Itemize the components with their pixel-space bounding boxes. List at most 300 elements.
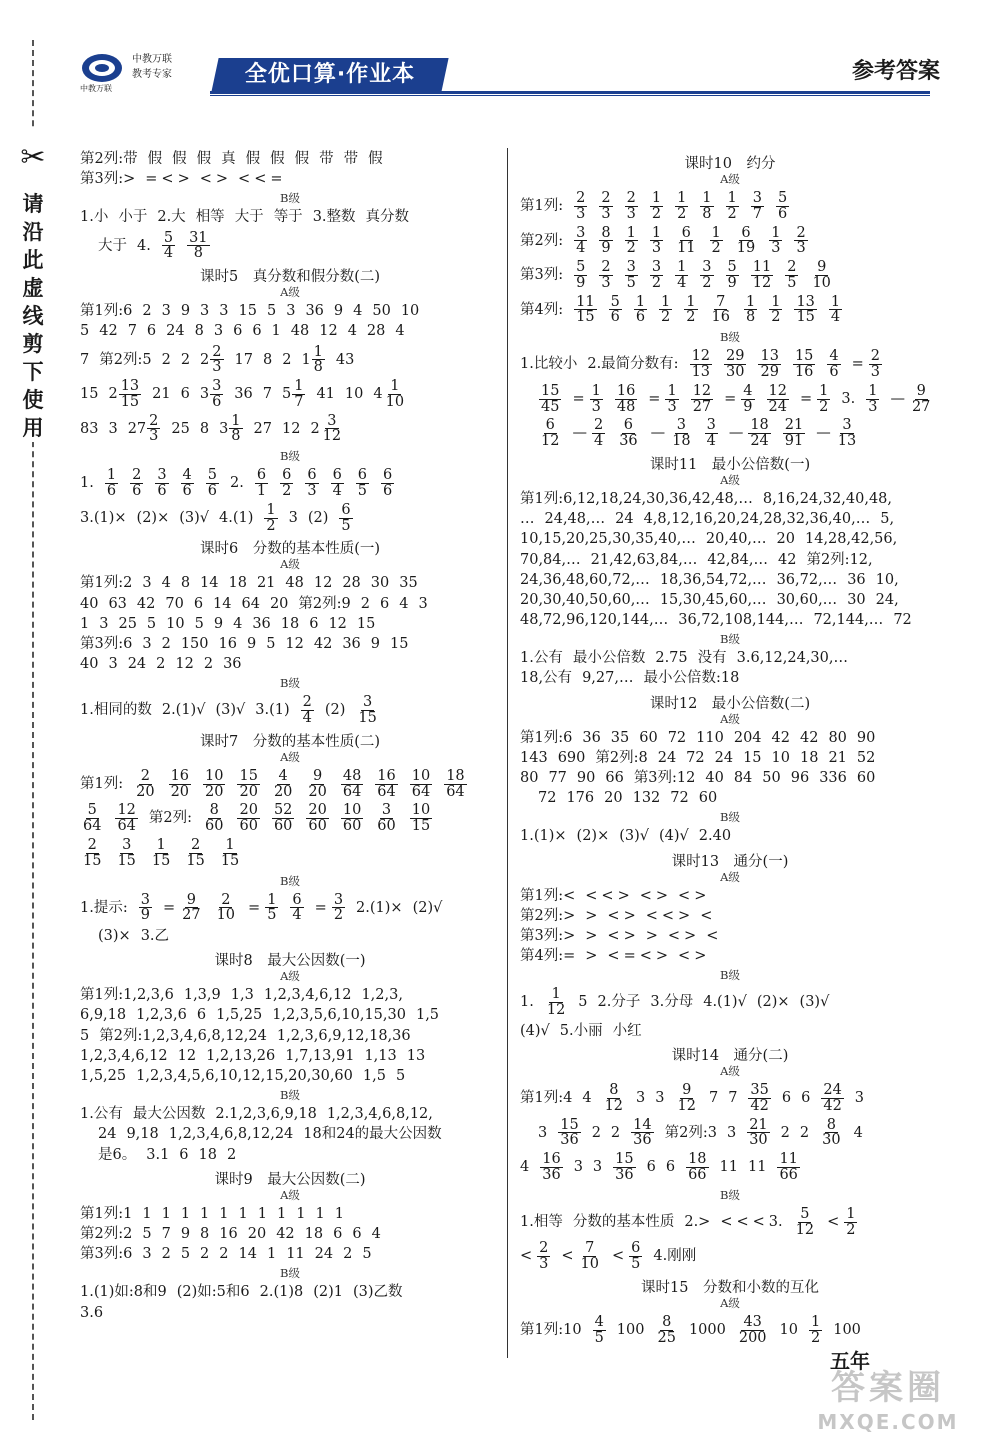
answer-text: 带 [343, 151, 359, 167]
fraction [608, 295, 623, 326]
fraction [740, 384, 755, 415]
denominator: 9 [576, 274, 586, 291]
answer-text: 1.比较小 [520, 356, 578, 373]
answer-text: 2 [780, 1124, 790, 1141]
fraction-answer [750, 260, 774, 291]
answer-text: < [607, 948, 620, 965]
fraction-answer [236, 803, 260, 834]
fraction [209, 379, 224, 410]
numerator: 15 [615, 1151, 634, 1168]
answer-text: 21,42,63,84,… [590, 551, 698, 568]
scissors-icon: ✂ [18, 128, 48, 188]
answer-text: < [827, 1213, 840, 1230]
answer-text: 2 [226, 1146, 237, 1163]
level-label: A级 [280, 749, 300, 764]
answer-text: 2.(1)√ [161, 702, 206, 719]
answer-text: 42 [99, 323, 118, 340]
left-column [80, 148, 500, 1324]
answer-text: 36 [234, 386, 253, 403]
numerator: 24 [823, 1082, 842, 1099]
answer-text: 第3列:> [520, 927, 576, 944]
fraction [746, 1118, 770, 1149]
answer-text: 42 [771, 729, 790, 746]
numerator: 6 [292, 891, 302, 908]
answer-text: 没有 [697, 650, 727, 667]
numerator: 1 [106, 467, 117, 484]
fraction-answer [674, 191, 689, 222]
answer-text: 第1列: [80, 775, 124, 792]
answer-text: 3. [841, 390, 856, 407]
fraction-answer [909, 384, 933, 415]
fraction-answer [793, 295, 817, 326]
answer-text: 10 [344, 386, 364, 403]
answer-text: 3.(1) [255, 702, 290, 719]
fraction-answer [573, 295, 597, 326]
fraction-answer [828, 295, 843, 326]
fraction-answer [168, 769, 192, 800]
lesson-heading: 课时5 真分数和假分数(二) [199, 269, 381, 286]
answer-text: 72 [538, 790, 557, 807]
lesson-heading: 课时11 最小公倍数(一) [649, 456, 811, 473]
fraction-answer [271, 803, 295, 834]
answer-text: 4.(1)√ [703, 994, 747, 1011]
answer-line [80, 838, 500, 869]
fraction [383, 379, 407, 410]
answer-text: 690 [557, 749, 586, 766]
answer-line [80, 322, 500, 340]
denominator: 12 [752, 274, 772, 291]
answer-text: = [572, 390, 585, 407]
answer-text: < [720, 1213, 733, 1230]
numerator: 3 [676, 417, 686, 434]
answer-text: < [161, 171, 174, 188]
numerator: 6 [282, 467, 292, 484]
fraction [443, 769, 467, 800]
answer-text: 63 [108, 595, 127, 612]
numerator: 13 [120, 378, 140, 395]
answer-text: (2)√ [412, 899, 443, 916]
answer-text: 第2列:> [520, 907, 576, 924]
answer-text: 4,8,12,16,20,24,28,32,36,40,… [643, 511, 871, 528]
answer-text: 24 [127, 656, 147, 673]
answer-text: 3 [538, 1124, 548, 1141]
answer-text: 第1列: [520, 198, 564, 215]
answer-text: 24 [98, 1126, 117, 1143]
fraction [578, 1241, 602, 1272]
denominator: 6 [182, 482, 192, 499]
fraction [289, 893, 304, 924]
answer-text: 15,30,45,60,… [659, 591, 767, 608]
denominator: 7 [752, 205, 762, 222]
answer-text: 7 [708, 1090, 719, 1107]
fraction-answer [740, 384, 755, 415]
answer-text: < [667, 927, 681, 944]
answer-text: 6 [801, 1090, 811, 1107]
numerator: 2 [796, 224, 806, 241]
grade-footer: 五年 [830, 1349, 870, 1373]
numerator: 15 [560, 1116, 579, 1133]
fraction-answer [80, 803, 104, 834]
answer-text: > [684, 927, 697, 944]
answer-text: 21 [152, 386, 171, 403]
header-rule-thin [210, 95, 930, 96]
answer-text: 5 [146, 615, 157, 632]
fraction [602, 1083, 626, 1114]
numerator: 1 [635, 293, 646, 310]
answer-line [80, 170, 500, 188]
denominator: 5 [341, 517, 351, 534]
fraction [80, 838, 104, 869]
numerator: 2 [132, 467, 142, 484]
answer-text: 15 [80, 386, 99, 403]
answer-line [520, 1118, 940, 1149]
answer-text: 1 [315, 1205, 325, 1222]
answer-text: 14 [213, 595, 232, 612]
fraction-answer [734, 226, 758, 257]
fraction [214, 893, 238, 924]
numerator: 52 [273, 802, 293, 819]
fraction-answer [816, 384, 831, 415]
numerator: 1 [651, 224, 662, 241]
numerator: 1 [626, 224, 636, 241]
fraction [689, 349, 713, 380]
answer-text: 第1列:2 [80, 575, 133, 592]
answer-text: 1000 [688, 1321, 726, 1338]
fraction [690, 384, 714, 415]
numerator: 4 [743, 382, 753, 399]
fraction [820, 1083, 844, 1114]
answer-text: 35 [399, 575, 418, 592]
fraction-answer [602, 1083, 626, 1114]
fraction [868, 349, 883, 380]
denominator: 27 [182, 907, 201, 924]
denominator: 30 [749, 1132, 768, 1149]
fraction [628, 1241, 643, 1272]
answer-text: 3 [726, 1124, 737, 1141]
fraction-answer [649, 260, 664, 291]
answer-text: > [177, 171, 190, 188]
numerator: 20 [239, 802, 258, 819]
fraction [757, 349, 781, 380]
numerator: 5 [87, 802, 97, 819]
answer-line [520, 1315, 940, 1346]
numerator: 16 [377, 767, 396, 784]
fraction-answer [685, 1152, 709, 1183]
answer-line [80, 1047, 500, 1065]
answer-text: 4.刚刚 [653, 1248, 697, 1265]
answer-text: 24 [657, 749, 677, 766]
answer-text: 1.相同的数 [80, 702, 152, 719]
answer-text: = [145, 171, 158, 188]
answer-text: 第2列:8 [595, 749, 648, 766]
answer-text: 2 [219, 1246, 229, 1263]
answer-text: = [724, 390, 737, 407]
fraction [138, 893, 153, 924]
numerator: 43 [743, 1313, 762, 1330]
answer-text: 1.(1)× [520, 828, 567, 845]
answer-text: 4 [395, 323, 405, 340]
numerator: 16 [170, 767, 190, 784]
fraction [709, 295, 733, 326]
fraction [835, 418, 859, 449]
numerator: 2 [212, 343, 222, 360]
numerator: 1 [313, 343, 323, 360]
answer-text: = [623, 948, 636, 965]
answer-text: 1,2,13,26 [206, 1047, 276, 1064]
numerator: 48 [342, 767, 362, 784]
answer-text: 假 [294, 151, 310, 167]
numerator: 6 [256, 467, 267, 484]
answer-text: > [215, 171, 229, 188]
answer-text: 5 [80, 1027, 90, 1044]
numerator: 1 [267, 891, 277, 908]
denominator: 42 [823, 1097, 842, 1114]
fraction [114, 803, 138, 834]
numerator: 3 [122, 836, 132, 853]
answer-text: 1 [180, 1205, 191, 1222]
answer-line [520, 530, 940, 548]
answer-text: 66 [605, 770, 624, 786]
fraction-answer [766, 384, 790, 415]
denominator: 64 [377, 783, 396, 800]
denominator: 60 [377, 818, 396, 835]
denominator: 9 [727, 274, 737, 291]
denominator: 15 [220, 852, 240, 869]
denominator: 20 [205, 783, 224, 800]
answer-text: 等于 [273, 209, 303, 226]
numerator: 1 [677, 259, 687, 276]
answer-text: 4. [137, 237, 151, 254]
answer-text: (3)× [98, 928, 131, 945]
fraction [784, 260, 799, 291]
answer-text: 10 [771, 749, 790, 766]
fraction-answer [704, 418, 719, 449]
fraction-answer [819, 1118, 843, 1149]
numerator: 3 [363, 694, 373, 711]
numerator: 29 [726, 348, 745, 365]
denominator: 3 [868, 398, 878, 415]
numerator: 6 [341, 501, 351, 518]
fraction [271, 769, 295, 800]
whole-part: 2 [200, 351, 210, 368]
numerator: 16 [542, 1151, 561, 1168]
answer-text: 2.最简分数有: [587, 356, 679, 373]
fraction-answer [598, 191, 613, 222]
answer-text: 3 [213, 323, 224, 340]
answer-text: 最小公倍数 [572, 650, 646, 667]
answer-text: 83 [80, 420, 99, 437]
mixed-number [282, 379, 306, 410]
cut-line [18, 40, 48, 1420]
fraction [202, 803, 226, 834]
answer-text: 1 [161, 1205, 171, 1222]
numerator: 5 [610, 293, 620, 310]
numerator: 2 [149, 412, 159, 429]
answer-text: 1.相等 [520, 1213, 563, 1230]
denominator: 60 [239, 818, 258, 835]
fraction-answer [409, 769, 433, 800]
numerator: 1 [702, 190, 712, 206]
numerator: 3 [752, 190, 762, 206]
denominator: 3 [771, 240, 781, 257]
answer-text: (2) [307, 509, 329, 526]
answer-text: 9,18 [126, 1126, 159, 1143]
numerator: 10 [411, 767, 431, 784]
answer-text: > [655, 948, 669, 965]
fraction [725, 191, 740, 222]
fraction [331, 893, 346, 924]
answer-text: 12 [328, 615, 347, 632]
watermark [798, 1366, 978, 1441]
numerator: 12 [691, 348, 711, 365]
fraction [750, 191, 765, 222]
fraction-answer [683, 295, 698, 326]
fraction-answer [154, 468, 169, 499]
answer-text: 5 [266, 635, 276, 652]
denominator: 45 [541, 398, 560, 415]
denominator: 64 [411, 783, 431, 800]
denominator: 36 [633, 1132, 652, 1149]
answer-line [80, 414, 500, 445]
fraction-answer [374, 803, 398, 834]
mixed-number [200, 345, 224, 376]
fraction [374, 769, 398, 800]
answer-text: 96 [790, 770, 810, 786]
numerator: 3 [706, 417, 716, 434]
numerator: 2 [576, 190, 586, 206]
fraction-answer [689, 349, 713, 380]
fraction-answer [865, 384, 880, 415]
numerator: 1 [711, 224, 721, 241]
fraction [271, 803, 295, 834]
answer-text: 1 [266, 1246, 277, 1263]
level-label: B级 [280, 1266, 300, 1281]
answer-text: < [238, 171, 251, 188]
answer-text: < [700, 907, 713, 924]
fraction-answer [725, 260, 740, 291]
answer-text: (2)如:5和6 [176, 1284, 250, 1301]
denominator: 13 [691, 364, 711, 381]
fraction-answer [654, 1315, 678, 1346]
denominator: 5 [626, 274, 636, 291]
answer-text: 1,2,3,6 [136, 1007, 187, 1024]
whole-part: 27 [127, 420, 147, 437]
answer-text: > [694, 887, 707, 904]
answer-text: < [612, 1248, 625, 1265]
fraction-answer [699, 191, 714, 222]
fraction [202, 769, 226, 800]
answer-text: 3 [592, 1159, 603, 1176]
numerator: 8 [209, 802, 219, 819]
answer-line [80, 1125, 500, 1143]
answer-line [80, 927, 500, 945]
answer-text: 36 [342, 635, 361, 652]
denominator: 64 [446, 783, 465, 800]
denominator: 6 [610, 309, 620, 326]
fraction [598, 260, 613, 291]
answer-text: 5 [194, 615, 204, 632]
denominator: 27 [692, 398, 712, 415]
answer-text: 50 [762, 770, 781, 786]
denominator: 2 [651, 205, 662, 222]
answer-text: (3)√ [215, 702, 246, 719]
answer-text: 48 [285, 575, 304, 592]
answer-line [520, 510, 940, 528]
brand-line-1: 中教万联 [132, 54, 172, 65]
denominator: 6 [635, 309, 646, 326]
fraction [340, 769, 364, 800]
numerator: 8 [601, 224, 611, 241]
denominator: 9 [743, 398, 753, 415]
denominator: 36 [560, 1132, 579, 1149]
answer-text: 42 [313, 635, 333, 652]
mixed-number [301, 345, 325, 376]
fraction-answer [793, 1207, 817, 1238]
answer-text: 6 [233, 323, 243, 340]
answer-text: 3 [142, 635, 152, 652]
answer-text: 3 [108, 656, 118, 673]
answer-text: 42 [799, 729, 819, 746]
fraction-answer [573, 191, 588, 222]
fraction-answer [843, 1207, 858, 1238]
answer-text: > [585, 948, 598, 965]
fraction-answer [254, 468, 269, 499]
fraction [264, 893, 279, 924]
fraction [591, 418, 606, 449]
answer-line [80, 769, 500, 800]
fraction-answer [133, 769, 157, 800]
fraction-answer [598, 226, 613, 257]
numerator: 11 [576, 293, 595, 310]
answer-text: 第2列:9 [298, 595, 351, 612]
answer-text: 第4列: [520, 301, 564, 318]
fraction-answer [374, 769, 398, 800]
numerator: 6 [383, 467, 393, 484]
fraction [149, 838, 173, 869]
fraction [291, 379, 306, 410]
denominator: 2 [771, 309, 781, 326]
numerator: 18 [446, 767, 465, 784]
answer-text: = [270, 171, 283, 188]
answer-text: 8 [200, 1225, 210, 1242]
answer-line [80, 1027, 500, 1045]
answer-text: 24 [314, 1246, 334, 1263]
answer-line [520, 611, 940, 629]
denominator: 12 [541, 433, 560, 450]
lesson-heading: 课时14 通分(二) [671, 1048, 789, 1065]
numerator: 9 [186, 891, 196, 908]
answer-text: 12 [281, 420, 301, 437]
numerator: 8 [826, 1116, 836, 1133]
answer-text: 假 [196, 151, 212, 167]
answer-text: 8 [199, 420, 210, 437]
fraction [380, 468, 395, 499]
answer-text: 2 [161, 635, 171, 652]
answer-line [520, 1152, 940, 1183]
fraction [179, 893, 203, 924]
answer-text: 30 [370, 575, 390, 592]
fraction [792, 349, 816, 380]
numerator: 10 [411, 802, 431, 819]
fraction [750, 260, 774, 291]
fraction [236, 803, 260, 834]
answer-line [520, 669, 940, 687]
fraction [816, 384, 831, 415]
answer-text: < [561, 1248, 574, 1265]
answer-text: — [816, 425, 831, 442]
fraction-answer [664, 384, 679, 415]
fraction [538, 418, 562, 449]
